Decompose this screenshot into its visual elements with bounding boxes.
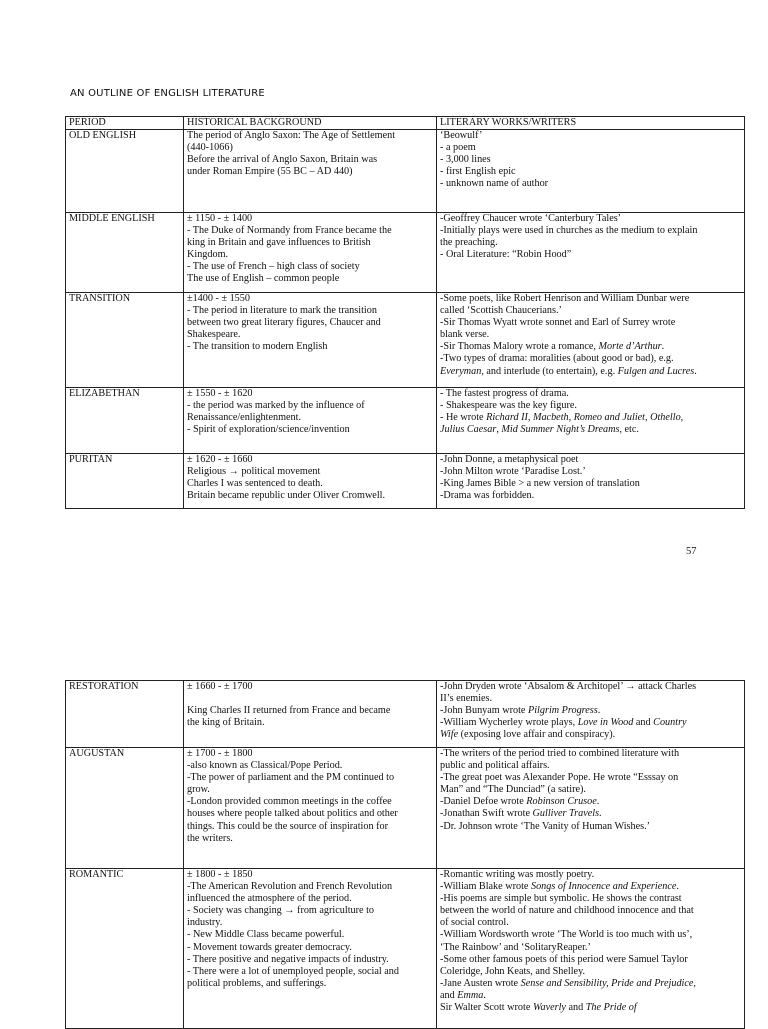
background-line: -The American Revolution and French Revolution xyxy=(187,881,393,893)
literary-works-cell xyxy=(437,681,745,748)
works-line: -Jane Austen wrote Sense and Sensibility, Pride and Prejudice, xyxy=(440,977,696,989)
works-line: of social control. xyxy=(440,917,509,929)
works-line: -John Donne, a metaphysical poet xyxy=(440,454,579,465)
background-line: ± 1620 - ± 1660 xyxy=(187,454,253,465)
works-line: -Initially plays were used in churches as the medium to explain xyxy=(440,225,698,237)
works-line: -John Bunyam wrote Pilgrim Progress. xyxy=(440,705,601,717)
background-line: Before the arrival of Anglo Saxon, Britain was xyxy=(187,154,378,166)
works-line: -The writers of the period tried to combined literature with xyxy=(440,748,680,759)
works-line: -Jonathan Swift wrote Gulliver Travels. xyxy=(440,808,602,820)
background-line: The use of English – common people xyxy=(187,273,340,285)
background-line: - Movement towards greater democracy. xyxy=(187,941,352,953)
table-row xyxy=(66,130,745,213)
document-title: AN OUTLINE OF ENGLISH LITERATURE xyxy=(70,88,265,99)
works-line: - a poem xyxy=(440,142,476,154)
background-line: Religious → political movement xyxy=(187,466,321,478)
table-row xyxy=(66,869,745,1029)
works-line: -Geoffrey Chaucer wrote ‘Canterbury Tales’ xyxy=(440,213,622,224)
background-line xyxy=(187,693,433,705)
literary-works-cell xyxy=(437,293,745,388)
background-line: - The period in literature to mark the transition xyxy=(187,305,377,317)
literary-works-cell xyxy=(437,748,745,869)
works-line: -Romantic writing was mostly poetry. xyxy=(440,869,595,880)
background-line: things. This could be the source of inspiration for xyxy=(187,820,388,832)
works-line: between the world of nature and childhood innocence and that xyxy=(440,905,694,917)
works-line: Sir Walter Scott wrote Waverly and The Pride of xyxy=(440,1002,637,1014)
table-header-row xyxy=(66,117,745,130)
works-line: called ‘Scottish Chaucerians.’ xyxy=(440,305,562,317)
works-line: -Sir Thomas Malory wrote a romance, Morte d’Arthur. xyxy=(440,341,665,353)
background-line: - The use of French – high class of society xyxy=(187,261,360,273)
background-line: ± 1660 - ± 1700 xyxy=(187,681,253,692)
background-line: -also known as Classical/Pope Period. xyxy=(187,760,343,772)
historical-background-cell xyxy=(184,681,437,748)
table-row xyxy=(66,293,745,388)
works-line: -Drama was forbidden. xyxy=(440,490,535,502)
header-literary-works: LITERARY WORKS/WRITERS xyxy=(437,117,745,130)
header-period: PERIOD xyxy=(66,117,184,130)
works-line: public and political affairs. xyxy=(440,760,550,772)
background-line: ± 1800 - ± 1850 xyxy=(187,869,253,880)
historical-background-cell xyxy=(184,388,437,454)
works-line: -John Dryden wrote ‘Absalom & Architopel’ → attack Charles xyxy=(440,681,697,692)
historical-background-cell xyxy=(184,454,437,509)
works-line: blank verse. xyxy=(440,329,490,341)
background-line: Kingdom. xyxy=(187,249,229,261)
works-line: -William Wycherley wrote plays, Love in Wood and Country xyxy=(440,717,687,729)
table-row xyxy=(66,454,745,509)
period-cell: PURITAN xyxy=(66,454,184,509)
literature-outline-table-2 xyxy=(65,680,745,1029)
background-line: - There positive and negative impacts of industry. xyxy=(187,953,389,965)
background-line: - There were a lot of unemployed people, social and xyxy=(187,965,399,977)
works-line: -Dr. Johnson wrote ‘The Vanity of Human Wishes.’ xyxy=(440,820,651,832)
historical-background-cell xyxy=(184,130,437,213)
background-line: houses where people talked about politics and other xyxy=(187,808,398,820)
works-line: - The fastest progress of drama. xyxy=(440,388,569,399)
background-line: influenced the atmosphere of the period. xyxy=(187,893,352,905)
background-line: under Roman Empire (55 BC – AD 440) xyxy=(187,166,353,178)
background-line: ± 1550 - ± 1620 xyxy=(187,388,253,399)
literary-works-cell xyxy=(437,869,745,1029)
header-historical-background: HISTORICAL BACKGROUND xyxy=(184,117,437,130)
works-line: -Some other famous poets of this period were Samuel Taylor xyxy=(440,953,688,965)
background-line: -The power of parliament and the PM continued to xyxy=(187,772,395,784)
literary-works-cell xyxy=(437,388,745,454)
background-line: -London provided common meetings in the coffee xyxy=(187,796,392,808)
works-line: -Sir Thomas Wyatt wrote sonnet and Earl of Surrey wrote xyxy=(440,317,676,329)
works-line: - unknown name of author xyxy=(440,178,549,190)
table-row xyxy=(66,681,745,748)
table-row xyxy=(66,213,745,293)
works-line: - 3,000 lines xyxy=(440,154,491,166)
period-cell: ROMANTIC xyxy=(66,869,184,1029)
background-line: - Society was changing → from agriculture to xyxy=(187,905,375,917)
works-line: -Some poets, like Robert Henrison and William Dunbar were xyxy=(440,293,690,304)
works-line: II’s enemies. xyxy=(440,693,493,705)
works-line: -King James Bible > a new version of translation xyxy=(440,478,640,490)
historical-background-cell xyxy=(184,869,437,1029)
works-line: the preaching. xyxy=(440,237,498,249)
page-number: 57 xyxy=(686,546,697,557)
works-line: - Oral Literature: “Robin Hood” xyxy=(440,249,572,261)
period-cell: OLD ENGLISH xyxy=(66,130,184,213)
works-line: ‘Beowulf’ xyxy=(440,130,483,141)
background-line: King Charles II returned from France and became xyxy=(187,705,391,717)
period-cell: TRANSITION xyxy=(66,293,184,388)
works-line: Julius Caesar, Mid Summer Night’s Dreams, etc. xyxy=(440,424,639,436)
background-line: - New Middle Class became powerful. xyxy=(187,929,345,941)
works-line: and Emma. xyxy=(440,989,486,1001)
works-line: Wife (exposing love affair and conspiracy). xyxy=(440,729,616,741)
background-line: ±1400 - ± 1550 xyxy=(187,293,250,304)
background-line: Charles I was sentenced to death. xyxy=(187,478,323,490)
works-line: -The great poet was Alexander Pope. He wrote “Esssay on xyxy=(440,772,679,784)
historical-background-cell xyxy=(184,748,437,869)
background-line: Britain became republic under Oliver Cromwell. xyxy=(187,490,386,502)
table-row xyxy=(66,748,745,869)
background-line: the king of Britain. xyxy=(187,717,265,729)
table-row xyxy=(66,388,745,454)
historical-background-cell xyxy=(184,213,437,293)
background-line: ± 1150 - ± 1400 xyxy=(187,213,253,224)
background-line: political problems, and sufferings. xyxy=(187,977,327,989)
works-line: - Shakespeare was the key figure. xyxy=(440,400,577,412)
background-line: - The Duke of Normandy from France became the xyxy=(187,225,392,237)
background-line: - The transition to modern English xyxy=(187,341,328,353)
background-line: - Spirit of exploration/science/invention xyxy=(187,424,350,436)
background-line: - the period was marked by the influence of xyxy=(187,400,365,412)
works-line: -John Milton wrote ‘Paradise Lost.’ xyxy=(440,466,586,478)
works-line: -His poems are simple but symbolic. He shows the contrast xyxy=(440,893,682,905)
literary-works-cell xyxy=(437,130,745,213)
background-line: Shakespeare. xyxy=(187,329,241,341)
literature-outline-table-1 xyxy=(65,116,745,509)
works-line: Man” and “The Dunciad” (a satire). xyxy=(440,784,586,796)
works-line: -Two types of drama: moralities (about good or bad), e.g. xyxy=(440,353,674,365)
literary-works-cell xyxy=(437,454,745,509)
works-line: - first English epic xyxy=(440,166,516,178)
works-line: ‘The Rainbow’ and ‘SolitaryReaper.’ xyxy=(440,941,591,953)
literary-works-cell xyxy=(437,213,745,293)
works-line: -William Blake wrote Songs of Innocence and Experience. xyxy=(440,881,679,893)
background-line: (440-1066) xyxy=(187,142,233,154)
historical-background-cell xyxy=(184,293,437,388)
works-line: -William Wordsworth wrote ‘The World is too much with us’, xyxy=(440,929,693,941)
works-line: Coleridge, John Keats, and Shelley. xyxy=(440,965,586,977)
background-line: between two great literary figures, Chaucer and xyxy=(187,317,381,329)
works-line: Everyman, and interlude (to entertain), e.g. Fulgen and Lucres. xyxy=(440,365,697,377)
works-line: -Daniel Defoe wrote Robinson Crusoe. xyxy=(440,796,600,808)
background-line: king in Britain and gave influences to British xyxy=(187,237,371,249)
period-cell: RESTORATION xyxy=(66,681,184,748)
period-cell: ELIZABETHAN xyxy=(66,388,184,454)
period-cell: AUGUSTAN xyxy=(66,748,184,869)
background-line: grow. xyxy=(187,784,210,796)
background-line: ± 1700 - ± 1800 xyxy=(187,748,253,759)
background-line: Renaissance/enlightenment. xyxy=(187,412,302,424)
background-line: The period of Anglo Saxon: The Age of Settlement xyxy=(187,130,396,141)
background-line: industry. xyxy=(187,917,223,929)
background-line: the writers. xyxy=(187,832,233,844)
period-cell: MIDDLE ENGLISH xyxy=(66,213,184,293)
works-line: - He wrote Richard II, Macbeth, Romeo and Juliet, Othello, xyxy=(440,412,684,424)
